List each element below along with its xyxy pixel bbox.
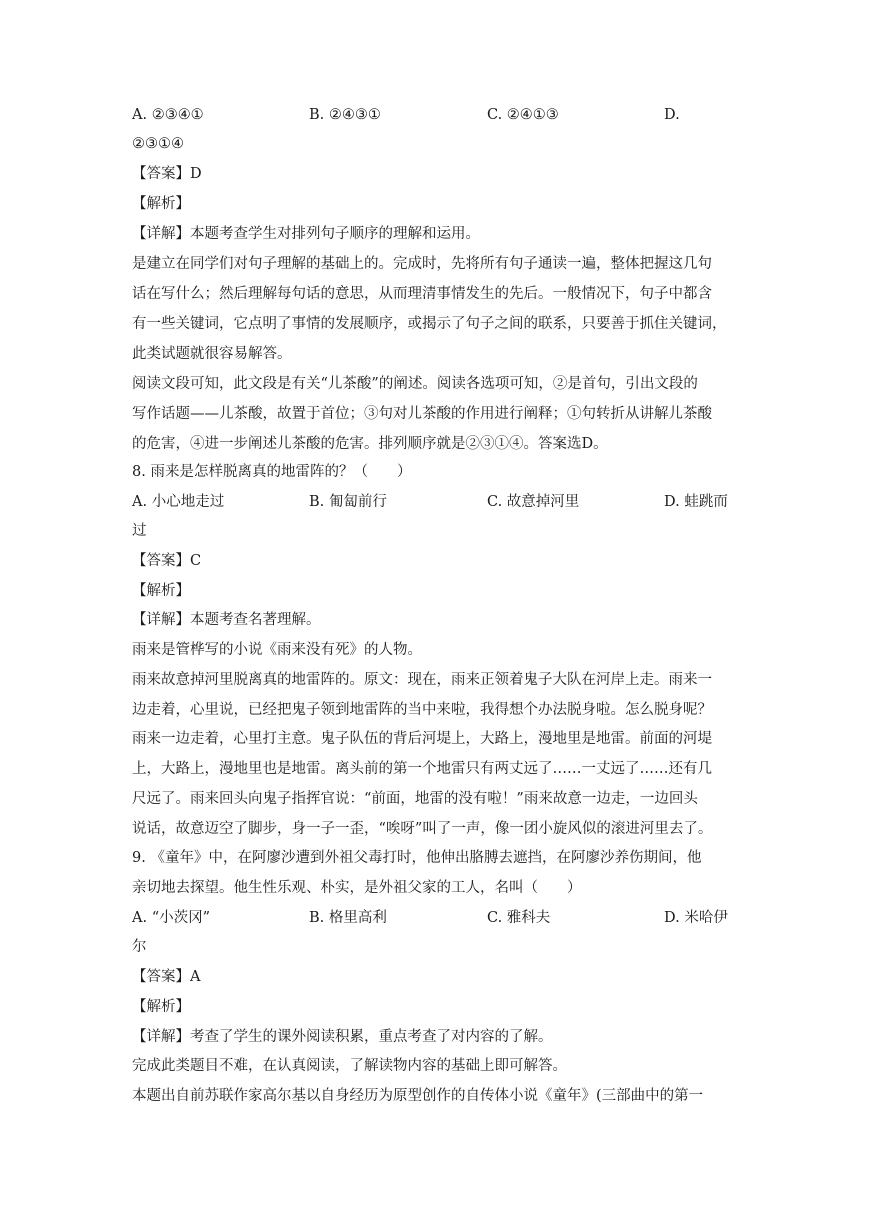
q7-analysis-title: 【解析】: [132, 196, 190, 212]
q7-text-line: 写作话题——儿茶酸，故置于首位；③句对儿茶酸的作用进行阐释；①句转折从讲解儿茶酸: [132, 406, 712, 422]
q8-option-d: D. 蛙跳而: [664, 494, 728, 510]
q7-option-b: B. ②④③①: [309, 107, 381, 123]
q7-option-d: D.: [664, 107, 680, 123]
q7-option-a: A. ②③④①: [132, 107, 204, 123]
q9-analysis-title: 【解析】: [132, 999, 190, 1015]
q7-option-c: C. ②④①③: [487, 107, 559, 123]
q8-option-a: A. 小心地走过: [132, 494, 225, 510]
q9-detail: 【详解】考查了学生的课外阅读积累，重点考查了对内容的了解。: [132, 1029, 553, 1045]
q7-text-line: 阅读文段可知，此文段是有关“儿茶酸”的阐述。阅读各选项可知，②是首句，引出文段的: [132, 376, 698, 392]
q9-question-line: 9. 《童年》中，在阿廖沙遭到外祖父毒打时，他伸出胳膊去遮挡，在阿廖沙养伤期间，他: [132, 850, 702, 866]
q8-text-line: 尺远了。雨来回头向鬼子指挥官说：“前面，地雷的没有啦！”雨来故意一边走，一边回头: [132, 791, 698, 807]
q9-option-d-wrap: 尔: [132, 939, 147, 955]
q8-analysis-title: 【解析】: [132, 583, 190, 599]
q9-option-d: D. 米哈伊: [664, 910, 728, 926]
q8-option-c: C. 故意掉河里: [487, 494, 580, 510]
q7-detail: 【详解】本题考查学生对排列句子顺序的理解和运用。: [132, 226, 480, 242]
q9-option-b: B. 格里高利: [309, 910, 387, 926]
q7-text-line: 是建立在同学们对句子理解的基础上的。完成时，先将所有句子通读一遍，整体把握这几句: [132, 256, 712, 272]
q7-text-line: 此类试题就很容易解答。: [132, 346, 292, 362]
q7-option-d-wrap: ②③①④: [132, 136, 184, 152]
q8-text-line: 雨来故意掉河里脱离真的地雷阵的。原文：现在，雨来正领着鬼子大队在河岸上走。雨来一: [132, 672, 712, 688]
q8-option-b: B. 匍匐前行: [309, 494, 387, 510]
q8-text-line: 边走着，心里说，已经把鬼子领到地雷阵的当中来啦，我得想个办法脱身啦。怎么脱身呢？: [132, 702, 712, 718]
q8-answer: 【答案】C: [132, 553, 202, 569]
q8-option-d-wrap: 过: [132, 523, 147, 539]
q8-text-line: 说话，故意迈空了脚步，身一子一歪，“唉呀”叫了一声，像一团小旋风似的滚进河里去了。: [132, 821, 713, 837]
q9-text-line: 完成此类题目不难，在认真阅读，了解读物内容的基础上即可解答。: [132, 1058, 567, 1074]
q8-text-line: 雨来一边走着，心里打主意。鬼子队伍的背后河堤上，大路上，漫地里是地雷。前面的河堤: [132, 731, 712, 747]
q9-question-line: 亲切地去探望。他生性乐观、朴实，是外祖父家的工人，名叫（ ）: [132, 880, 582, 896]
q9-option-c: C. 雅科夫: [487, 910, 551, 926]
q9-option-a: A. “小茨冈”: [132, 910, 211, 926]
q8-text-line: 上，大路上，漫地里也是地雷。离头前的第一个地雷只有两丈远了……一丈远了……还有几: [132, 761, 712, 777]
q7-text-line: 话在写什么；然后理解每句话的意思，从而理清事情发生的先后。一般情况下，句子中都含: [132, 286, 712, 302]
q7-text-line: 的危害，④进一步阐述儿茶酸的危害。排列顺序就是②③①④。答案选D。: [132, 436, 608, 452]
q8-question: 8. 雨来是怎样脱离真的地雷阵的？（ ）: [132, 464, 412, 480]
q9-text-line: 本题出自前苏联作家高尔基以自身经历为原型创作的自传体小说《童年》(三部曲中的第一: [132, 1088, 704, 1104]
q8-text-line: 雨来是管桦写的小说《雨来没有死》的人物。: [132, 642, 422, 658]
q7-answer: 【答案】D: [132, 166, 202, 182]
q7-text-line: 有一些关键词，它点明了事情的发展顺序，或揭示了句子之间的联系，只要善于抓住关键词，: [132, 316, 727, 332]
q9-answer: 【答案】A: [132, 969, 201, 985]
q8-detail: 【详解】本题考查名著理解。: [132, 612, 321, 628]
